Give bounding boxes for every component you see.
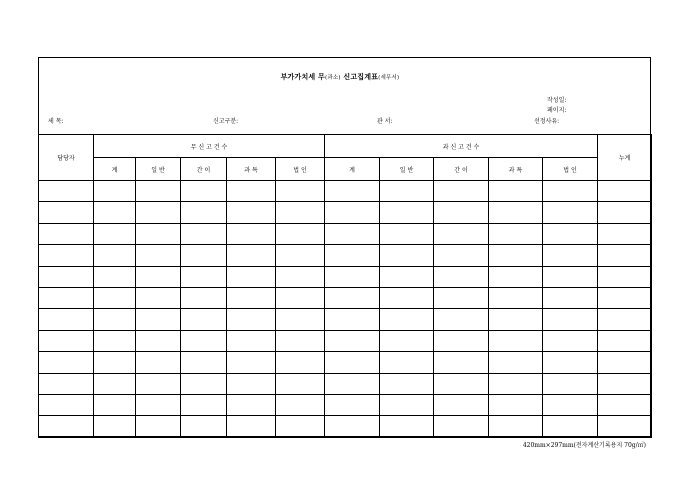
table-cell[interactable] <box>94 245 136 266</box>
table-cell[interactable] <box>380 266 434 287</box>
table-cell[interactable] <box>181 352 227 373</box>
table-cell[interactable] <box>543 266 598 287</box>
table-cell[interactable] <box>181 309 227 330</box>
table-row <box>39 287 652 308</box>
created-date-label: 작성일: <box>547 97 567 104</box>
header-under-report-count: 과 신 고 건 수 <box>325 135 598 158</box>
table-cell[interactable] <box>598 202 652 223</box>
table-cell[interactable] <box>543 373 598 394</box>
report-type-label: 신고구분: <box>213 118 239 125</box>
table-cell[interactable] <box>136 330 181 351</box>
table-cell[interactable] <box>94 202 136 223</box>
table-cell[interactable] <box>276 245 325 266</box>
subheader-special: 과 특 <box>489 158 543 181</box>
table-cell[interactable] <box>227 266 276 287</box>
table-cell[interactable] <box>380 287 434 308</box>
table-cell[interactable] <box>94 394 136 415</box>
table-cell[interactable] <box>181 394 227 415</box>
table-cell[interactable] <box>181 330 227 351</box>
table-row <box>39 245 652 266</box>
table-cell[interactable] <box>543 330 598 351</box>
table-cell[interactable] <box>181 416 227 437</box>
table-cell[interactable] <box>434 223 489 244</box>
table-row <box>39 416 652 437</box>
table-cell[interactable] <box>598 373 652 394</box>
table-cell[interactable] <box>489 309 543 330</box>
table-cell[interactable] <box>39 181 94 202</box>
table-cell[interactable] <box>434 373 489 394</box>
table-cell[interactable] <box>276 223 325 244</box>
table-cell[interactable] <box>598 352 652 373</box>
table-cell[interactable] <box>489 266 543 287</box>
page-label: 페이지: <box>547 107 567 114</box>
table-cell[interactable] <box>543 309 598 330</box>
subheader-simplified: 간 이 <box>434 158 489 181</box>
table-cell[interactable] <box>94 352 136 373</box>
table-cell[interactable] <box>39 330 94 351</box>
table-cell[interactable] <box>434 245 489 266</box>
table-cell[interactable] <box>181 373 227 394</box>
table-cell[interactable] <box>325 245 380 266</box>
table-cell[interactable] <box>380 245 434 266</box>
table-cell[interactable] <box>227 352 276 373</box>
table-cell[interactable] <box>39 245 94 266</box>
table-cell[interactable] <box>94 223 136 244</box>
table-cell[interactable] <box>598 330 652 351</box>
table-cell[interactable] <box>181 223 227 244</box>
table-cell[interactable] <box>227 287 276 308</box>
table-cell[interactable] <box>136 223 181 244</box>
table-cell[interactable] <box>380 223 434 244</box>
table-cell[interactable] <box>227 394 276 415</box>
table-cell[interactable] <box>489 287 543 308</box>
summary-table <box>38 134 652 438</box>
table-cell[interactable] <box>489 394 543 415</box>
table-cell[interactable] <box>434 416 489 437</box>
table-cell[interactable] <box>39 202 94 223</box>
table-cell[interactable] <box>39 266 94 287</box>
table-cell[interactable] <box>434 352 489 373</box>
table-cell[interactable] <box>598 287 652 308</box>
table-cell[interactable] <box>276 202 325 223</box>
table-cell[interactable] <box>543 223 598 244</box>
table-cell[interactable] <box>227 181 276 202</box>
table-cell[interactable] <box>136 352 181 373</box>
table-cell[interactable] <box>39 287 94 308</box>
table-cell[interactable] <box>276 394 325 415</box>
table-cell[interactable] <box>227 223 276 244</box>
header-person-in-charge: 담당자 <box>39 135 94 181</box>
table-cell[interactable] <box>136 202 181 223</box>
table-cell[interactable] <box>227 245 276 266</box>
table-cell[interactable] <box>489 202 543 223</box>
table-cell[interactable] <box>276 266 325 287</box>
table-cell[interactable] <box>434 330 489 351</box>
table-cell[interactable] <box>136 181 181 202</box>
table-row <box>39 352 652 373</box>
table-cell[interactable] <box>380 202 434 223</box>
table-cell[interactable] <box>543 202 598 223</box>
table-row <box>39 373 652 394</box>
table-cell[interactable] <box>227 373 276 394</box>
table-cell[interactable] <box>598 223 652 244</box>
table-cell[interactable] <box>227 309 276 330</box>
table-cell[interactable] <box>598 245 652 266</box>
table-cell[interactable] <box>434 309 489 330</box>
table-cell[interactable] <box>181 245 227 266</box>
table-cell[interactable] <box>325 373 380 394</box>
table-cell[interactable] <box>325 287 380 308</box>
table-cell[interactable] <box>598 309 652 330</box>
table-cell[interactable] <box>325 352 380 373</box>
table-cell[interactable] <box>543 181 598 202</box>
subheader-total: 계 <box>325 158 380 181</box>
table-cell[interactable] <box>325 223 380 244</box>
table-cell[interactable] <box>598 416 652 437</box>
header-no-report-count: 무 신 고 건 수 <box>94 135 325 158</box>
selection-reason-label: 선정사유: <box>534 118 560 125</box>
table-cell[interactable] <box>94 287 136 308</box>
table-row <box>39 394 652 415</box>
table-cell[interactable] <box>181 181 227 202</box>
table-cell[interactable] <box>39 352 94 373</box>
table-cell[interactable] <box>94 373 136 394</box>
table-cell[interactable] <box>136 416 181 437</box>
table-cell[interactable] <box>543 245 598 266</box>
table-cell[interactable] <box>543 416 598 437</box>
table-cell[interactable] <box>181 287 227 308</box>
table-cell[interactable] <box>276 373 325 394</box>
table-cell[interactable] <box>380 330 434 351</box>
table-cell[interactable] <box>39 309 94 330</box>
table-cell[interactable] <box>325 181 380 202</box>
table-cell[interactable] <box>380 181 434 202</box>
table-cell[interactable] <box>434 394 489 415</box>
table-cell[interactable] <box>136 309 181 330</box>
table-cell[interactable] <box>325 330 380 351</box>
table-cell[interactable] <box>489 223 543 244</box>
table-cell[interactable] <box>598 181 652 202</box>
table-row <box>39 202 652 223</box>
header-cumulative: 누계 <box>598 135 652 181</box>
paper-spec-note: 420mm×297mm(전자계산기록용지 70g/㎡) <box>522 442 646 449</box>
table-cell[interactable] <box>380 394 434 415</box>
subheader-total: 계 <box>94 158 136 181</box>
table-row <box>39 266 652 287</box>
table-cell[interactable] <box>276 330 325 351</box>
table-cell[interactable] <box>39 223 94 244</box>
table-cell[interactable] <box>276 416 325 437</box>
table-cell[interactable] <box>543 287 598 308</box>
office-label: 관 서: <box>377 118 393 125</box>
table-cell[interactable] <box>227 416 276 437</box>
table-cell[interactable] <box>543 394 598 415</box>
table-cell[interactable] <box>489 373 543 394</box>
table-row <box>39 309 652 330</box>
table-cell[interactable] <box>181 202 227 223</box>
table-row <box>39 223 652 244</box>
subheader-general: 일 반 <box>380 158 434 181</box>
table-cell[interactable] <box>380 373 434 394</box>
table-cell[interactable] <box>489 245 543 266</box>
table-cell[interactable] <box>325 266 380 287</box>
table-body <box>39 181 652 438</box>
table-cell[interactable] <box>136 266 181 287</box>
table-cell[interactable] <box>489 352 543 373</box>
table-cell[interactable] <box>489 330 543 351</box>
table-cell[interactable] <box>434 202 489 223</box>
table-row <box>39 181 652 202</box>
table-cell[interactable] <box>94 309 136 330</box>
subheader-corporation: 법 인 <box>543 158 598 181</box>
table-cell[interactable] <box>380 416 434 437</box>
table-cell[interactable] <box>94 416 136 437</box>
table-cell[interactable] <box>136 394 181 415</box>
table-cell[interactable] <box>543 352 598 373</box>
table-cell[interactable] <box>276 287 325 308</box>
table-cell[interactable] <box>598 266 652 287</box>
table-cell[interactable] <box>39 416 94 437</box>
table-cell[interactable] <box>325 309 380 330</box>
table-cell[interactable] <box>325 202 380 223</box>
table-cell[interactable] <box>136 287 181 308</box>
table-cell[interactable] <box>434 287 489 308</box>
table-row <box>39 330 652 351</box>
table-cell[interactable] <box>598 394 652 415</box>
table-cell[interactable] <box>227 330 276 351</box>
table-cell[interactable] <box>94 181 136 202</box>
table-cell[interactable] <box>276 352 325 373</box>
table-cell[interactable] <box>434 266 489 287</box>
table-cell[interactable] <box>325 394 380 415</box>
table-cell[interactable] <box>94 330 136 351</box>
subheader-special: 과 특 <box>227 158 276 181</box>
table-cell[interactable] <box>136 373 181 394</box>
table-cell[interactable] <box>227 202 276 223</box>
table-cell[interactable] <box>181 266 227 287</box>
subheader-simplified: 간 이 <box>181 158 227 181</box>
item-label: 세 목: <box>48 118 64 125</box>
table-cell[interactable] <box>276 309 325 330</box>
table-cell[interactable] <box>380 352 434 373</box>
table-cell[interactable] <box>136 245 181 266</box>
table-cell[interactable] <box>489 181 543 202</box>
table-cell[interactable] <box>380 309 434 330</box>
table-cell[interactable] <box>39 373 94 394</box>
subheader-general: 일 반 <box>136 158 181 181</box>
table-cell[interactable] <box>276 181 325 202</box>
table-cell[interactable] <box>39 394 94 415</box>
table-cell[interactable] <box>325 416 380 437</box>
subheader-corporation: 법 인 <box>276 158 325 181</box>
form-title: 부가가치세 무(과소) 신고집계표(세무서) <box>280 73 400 81</box>
table-cell[interactable] <box>94 266 136 287</box>
table-cell[interactable] <box>489 416 543 437</box>
table-cell[interactable] <box>434 181 489 202</box>
